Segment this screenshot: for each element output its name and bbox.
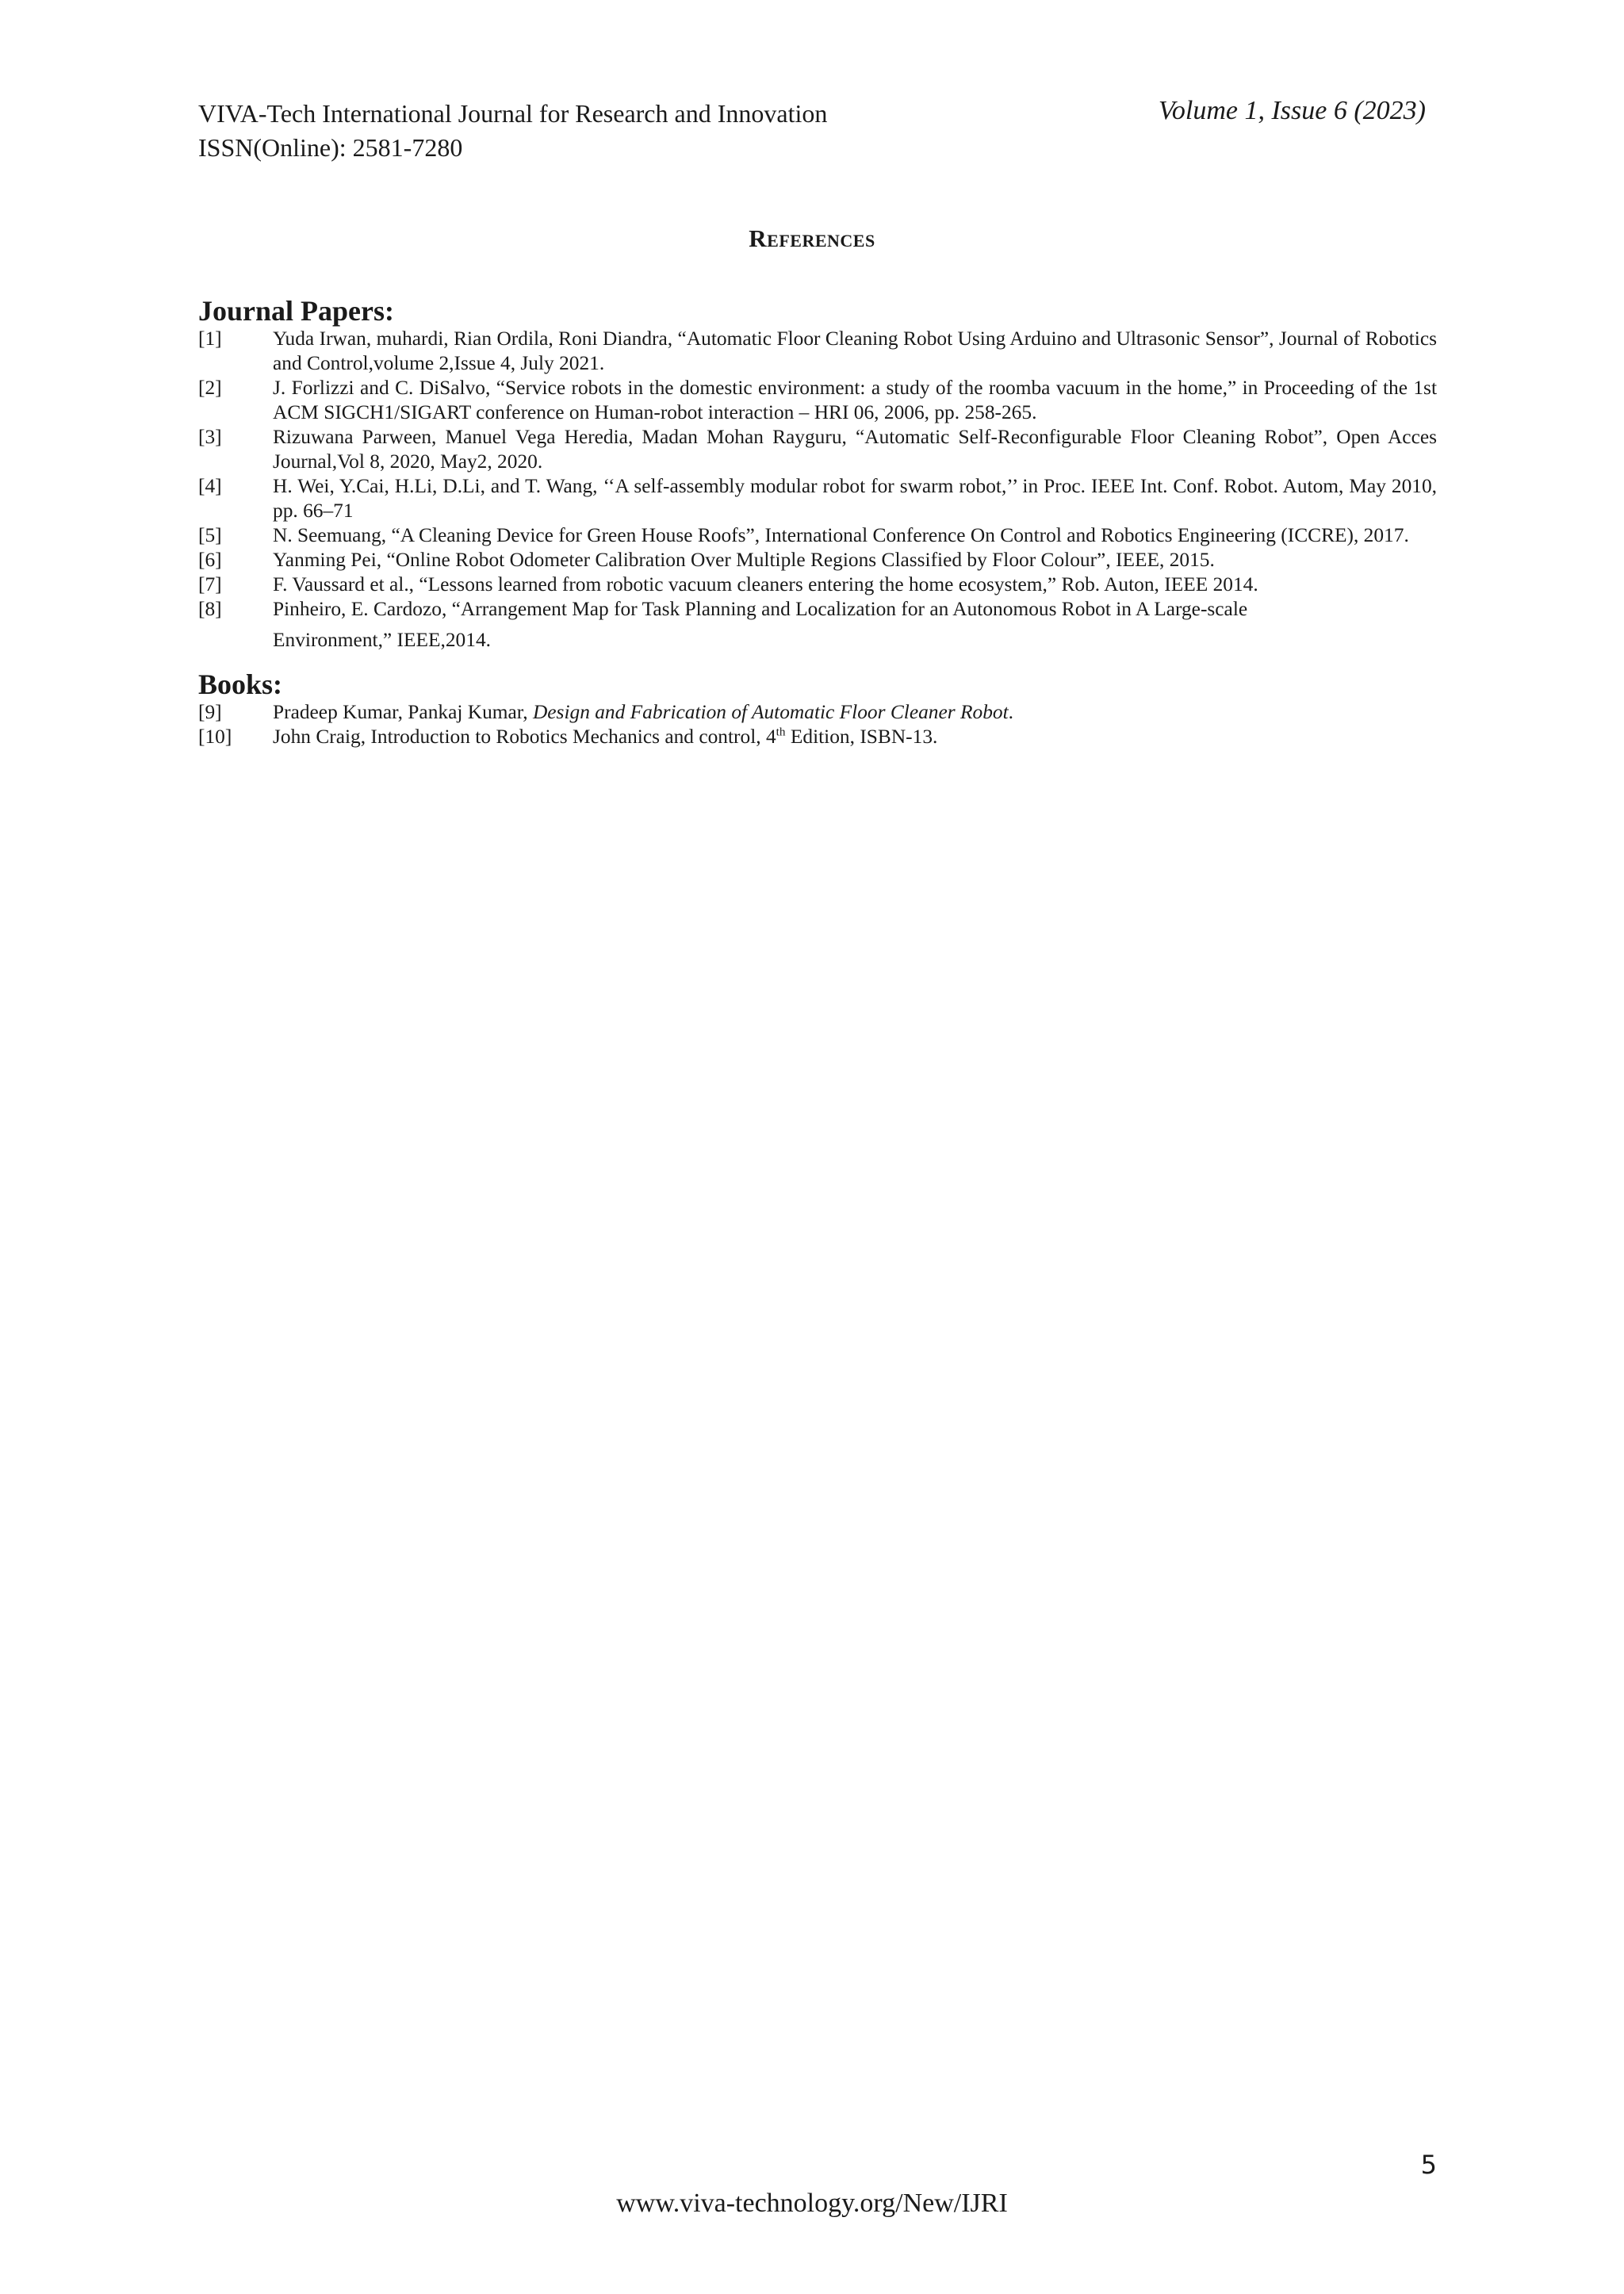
reference-end: Edition, ISBN-13. bbox=[785, 726, 938, 748]
issn: ISSN(Online): 2581-7280 bbox=[198, 133, 463, 162]
reference-number: [1] bbox=[198, 327, 222, 350]
reference-body: John Craig, Introduction to Robotics Mechanics and control, 4 bbox=[273, 726, 776, 748]
reference-text: Pinheiro, E. Cardozo, “Arrangement Map for Task Planning and Localization for an Autonomous Robot in A Large-scale bbox=[273, 598, 1248, 620]
reference-item bbox=[198, 548, 1437, 573]
reference-item bbox=[198, 376, 1437, 425]
page-number: 5 bbox=[1420, 2150, 1437, 2180]
reference-number: [3] bbox=[198, 426, 222, 448]
reference-item bbox=[198, 425, 1437, 474]
reference-text bbox=[273, 726, 937, 748]
reference-text: N. Seemuang, “A Cleaning Device for Green House Roofs”, International Conference On Control and Robotics Engineering (ICCRE), 2017. bbox=[273, 524, 1409, 546]
volume-issue: Volume 1, Issue 6 (2023) bbox=[1158, 96, 1426, 125]
footer-url[interactable]: www.viva-technology.org/New/IJRI bbox=[616, 2189, 1008, 2218]
reference-item bbox=[198, 474, 1437, 523]
reference-number: [4] bbox=[198, 475, 222, 497]
reference-number: [10] bbox=[198, 726, 232, 748]
reference-text: F. Vaussard et al., “Lessons learned from robotic vacuum cleaners entering the home ecosystem,” Rob. Auton, IEEE 2014. bbox=[273, 573, 1258, 596]
reference-text: Yanming Pei, “Online Robot Odometer Calibration Over Multiple Regions Classified by Floor Colour”, IEEE, 2015. bbox=[273, 549, 1215, 571]
reference-number: [9] bbox=[198, 701, 222, 723]
reference-number: [6] bbox=[198, 549, 222, 571]
reference-item bbox=[198, 573, 1437, 597]
reference-item bbox=[198, 597, 1437, 659]
reference-book-title: Design and Fabrication of Automatic Floor Cleaner Robot bbox=[532, 701, 1009, 723]
reference-item bbox=[198, 700, 1437, 725]
reference-text: Yuda Irwan, muhardi, Rian Ordila, Roni Diandra, “Automatic Floor Cleaning Robot Using Arduino and Ultrasonic Sensor”, Journal of Robotics and Control,volume 2,Issue 4, July 2021. bbox=[273, 327, 1437, 374]
reference-number: [7] bbox=[198, 573, 222, 596]
reference-list bbox=[198, 295, 1437, 749]
reference-text-continued: Environment,” IEEE,2014. bbox=[273, 629, 491, 651]
section-title: References bbox=[749, 224, 875, 252]
reference-text: Rizuwana Parween, Manuel Vega Heredia, Madan Mohan Rayguru, “Automatic Self-Reconfigurable Floor Cleaning Robot”, Open Acces Journal,Vol 8, 2020, May2, 2020. bbox=[273, 426, 1437, 473]
reference-authors: Pradeep Kumar, Pankaj Kumar, bbox=[273, 701, 533, 723]
journal-papers-heading: Journal Papers: bbox=[198, 295, 394, 327]
books-heading: Books: bbox=[198, 668, 283, 700]
reference-text: H. Wei, Y.Cai, H.Li, D.Li, and T. Wang, ‘‘A self-assembly modular robot for swarm robot,’’ in Proc. IEEE Int. Conf. Robot. Autom, May 2010, pp. 66–71 bbox=[273, 475, 1437, 522]
ordinal-suffix: th bbox=[776, 725, 786, 739]
journal-name: VIVA-Tech International Journal for Research and Innovation bbox=[198, 99, 828, 128]
reference-item bbox=[198, 327, 1437, 376]
reference-number: [5] bbox=[198, 524, 222, 546]
reference-text bbox=[273, 701, 1013, 723]
reference-number: [2] bbox=[198, 377, 222, 399]
running-header-left bbox=[198, 97, 827, 165]
reference-number: [8] bbox=[198, 598, 222, 620]
reference-item bbox=[198, 725, 1437, 749]
reference-text: J. Forlizzi and C. DiSalvo, “Service robots in the domestic environment: a study of the roomba vacuum in the home,” in Proceeding of the 1st ACM SIGCH1/SIGART conference on Human-robot interaction – HRI 06, 2006, pp. 258-265. bbox=[273, 377, 1437, 423]
reference-end: . bbox=[1008, 701, 1014, 723]
reference-item bbox=[198, 523, 1437, 548]
